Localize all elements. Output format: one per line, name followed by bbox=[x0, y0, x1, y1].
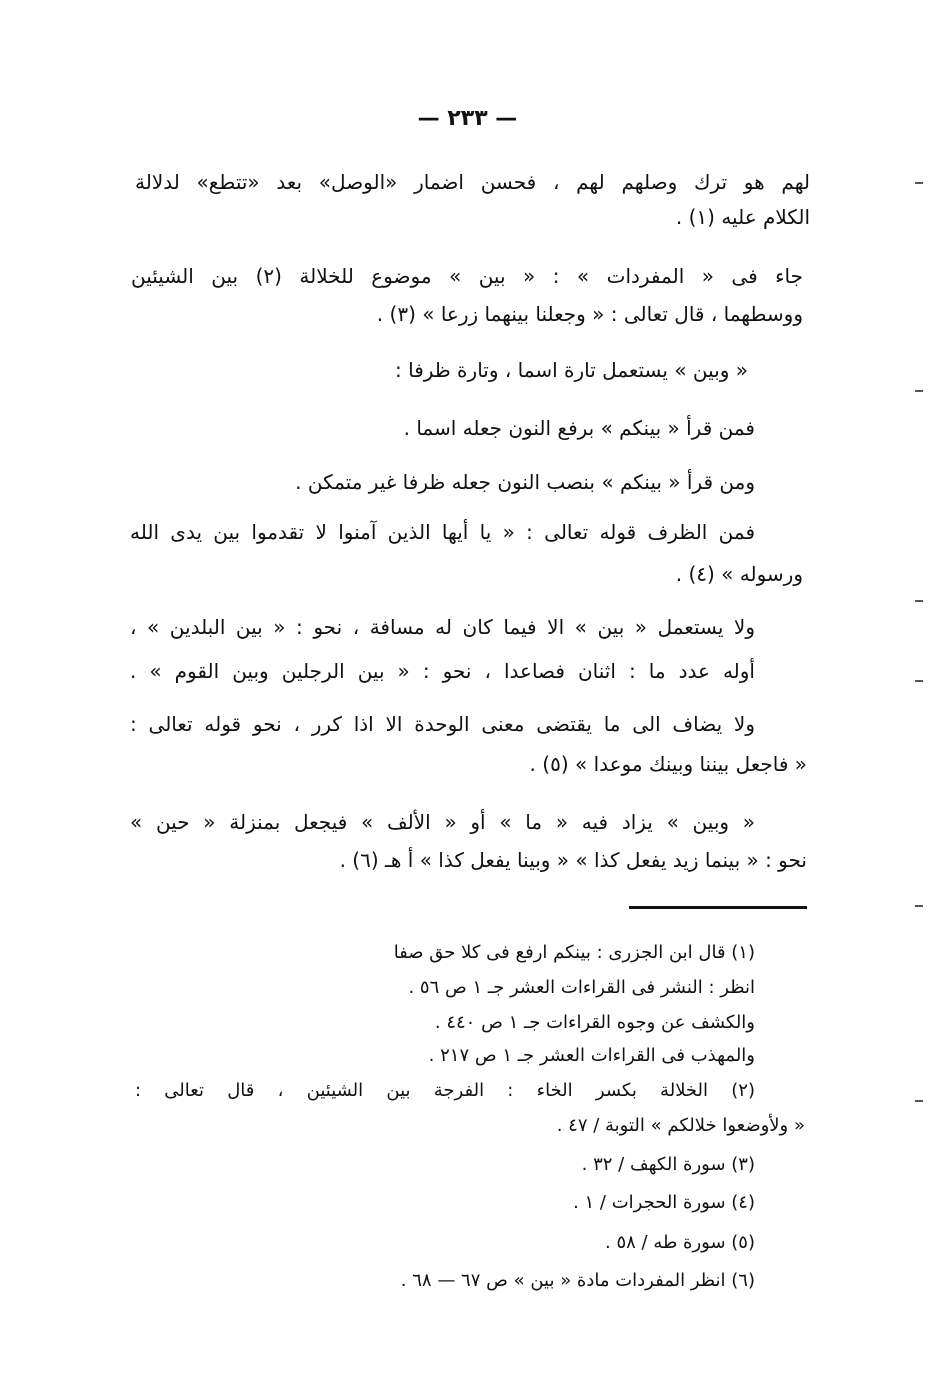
paragraph-line: أوله عدد ما : اثنان فصاعدا ، نحو : « بين الرجلين وبين القوم » . bbox=[130, 659, 755, 683]
scan-speck bbox=[915, 1100, 923, 1102]
scan-speck bbox=[915, 390, 923, 392]
paragraph-line: ولا يستعمل « بين » الا فيما كان له مسافة ، نحو : « بين البلدين » ، bbox=[130, 615, 755, 639]
paragraph-line: فمن الظرف قوله تعالى : « يا أيها الذين آمنوا لا تقدموا بين يدى الله bbox=[130, 520, 755, 544]
paragraph-line: ومن قرأ « بينكم » بنصب النون جعله ظرفا غير متمكن . bbox=[295, 470, 755, 494]
footnote-line: (٢) الخلالة بكسر الخاء : الفرجة بين الشيئين ، قال تعالى : bbox=[135, 1080, 755, 1101]
paragraph-line: جاء فى « المفردات » : « بين » موضوع للخلالة (٢) بين الشيئين bbox=[131, 264, 803, 288]
paragraph-line: ولا يضاف الى ما يقتضى معنى الوحدة الا اذا كرر ، نحو قوله تعالى : bbox=[130, 712, 755, 736]
scan-speck bbox=[915, 680, 923, 682]
paragraph-line: ووسطهما ، قال تعالى : « وجعلنا بينهما زرعا » (٣) . bbox=[376, 302, 803, 326]
footnote-line: (٥) سورة طه / ٥٨ . bbox=[605, 1232, 755, 1253]
paragraph-line: « فاجعل بيننا وبينك موعدا » (٥) . bbox=[529, 752, 807, 776]
footnote-separator bbox=[629, 906, 807, 909]
footnote-line: والمهذب فى القراءات العشر جـ ١ ص ٢١٧ . bbox=[428, 1045, 755, 1066]
paragraph-line: نحو : « بينما زيد يفعل كذا » « وبينا يفعل كذا » أ هـ (٦) . bbox=[339, 848, 807, 872]
paragraph-line: « وبين » يزاد فيه « ما » أو « الألف » فيجعل بمنزلة « حين » bbox=[130, 810, 755, 834]
page-number: — ٢٣٣ — bbox=[417, 106, 518, 131]
scan-speck bbox=[915, 600, 923, 602]
paragraph-line: فمن قرأ « بينكم » برفع النون جعله اسما . bbox=[403, 416, 755, 440]
scan-speck bbox=[915, 905, 923, 907]
footnote-line: انظر : النشر فى القراءات العشر جـ ١ ص ٥٦ . bbox=[408, 977, 755, 998]
footnote-line: والكشف عن وجوه القراءات جـ ١ ص ٤٤٠ . bbox=[434, 1012, 755, 1033]
paragraph-line: الكلام عليه (١) . bbox=[675, 205, 810, 229]
scan-speck bbox=[915, 182, 923, 184]
footnote-line: (٣) سورة الكهف / ٣٢ . bbox=[581, 1154, 755, 1175]
paragraph-line: ورسوله » (٤) . bbox=[675, 562, 803, 586]
footnote-line: (١) قال ابن الجزرى : بينكم ارفع فى كلا حق صفا bbox=[393, 942, 755, 963]
paragraph-line: « وبين » يستعمل تارة اسما ، وتارة ظرفا : bbox=[395, 358, 748, 382]
footnote-line: (٦) انظر المفردات مادة « بين » ص ٦٧ — ٦٨ . bbox=[400, 1270, 755, 1291]
footnote-line: (٤) سورة الحجرات / ١ . bbox=[573, 1192, 755, 1213]
paragraph-line: لهم هو ترك وصلهم لهم ، فحسن اضمار «الوصل» بعد «تتطع» لدلالة bbox=[135, 170, 810, 194]
footnote-line: « ولأوضعوا خلالكم » التوبة / ٤٧ . bbox=[556, 1115, 805, 1136]
